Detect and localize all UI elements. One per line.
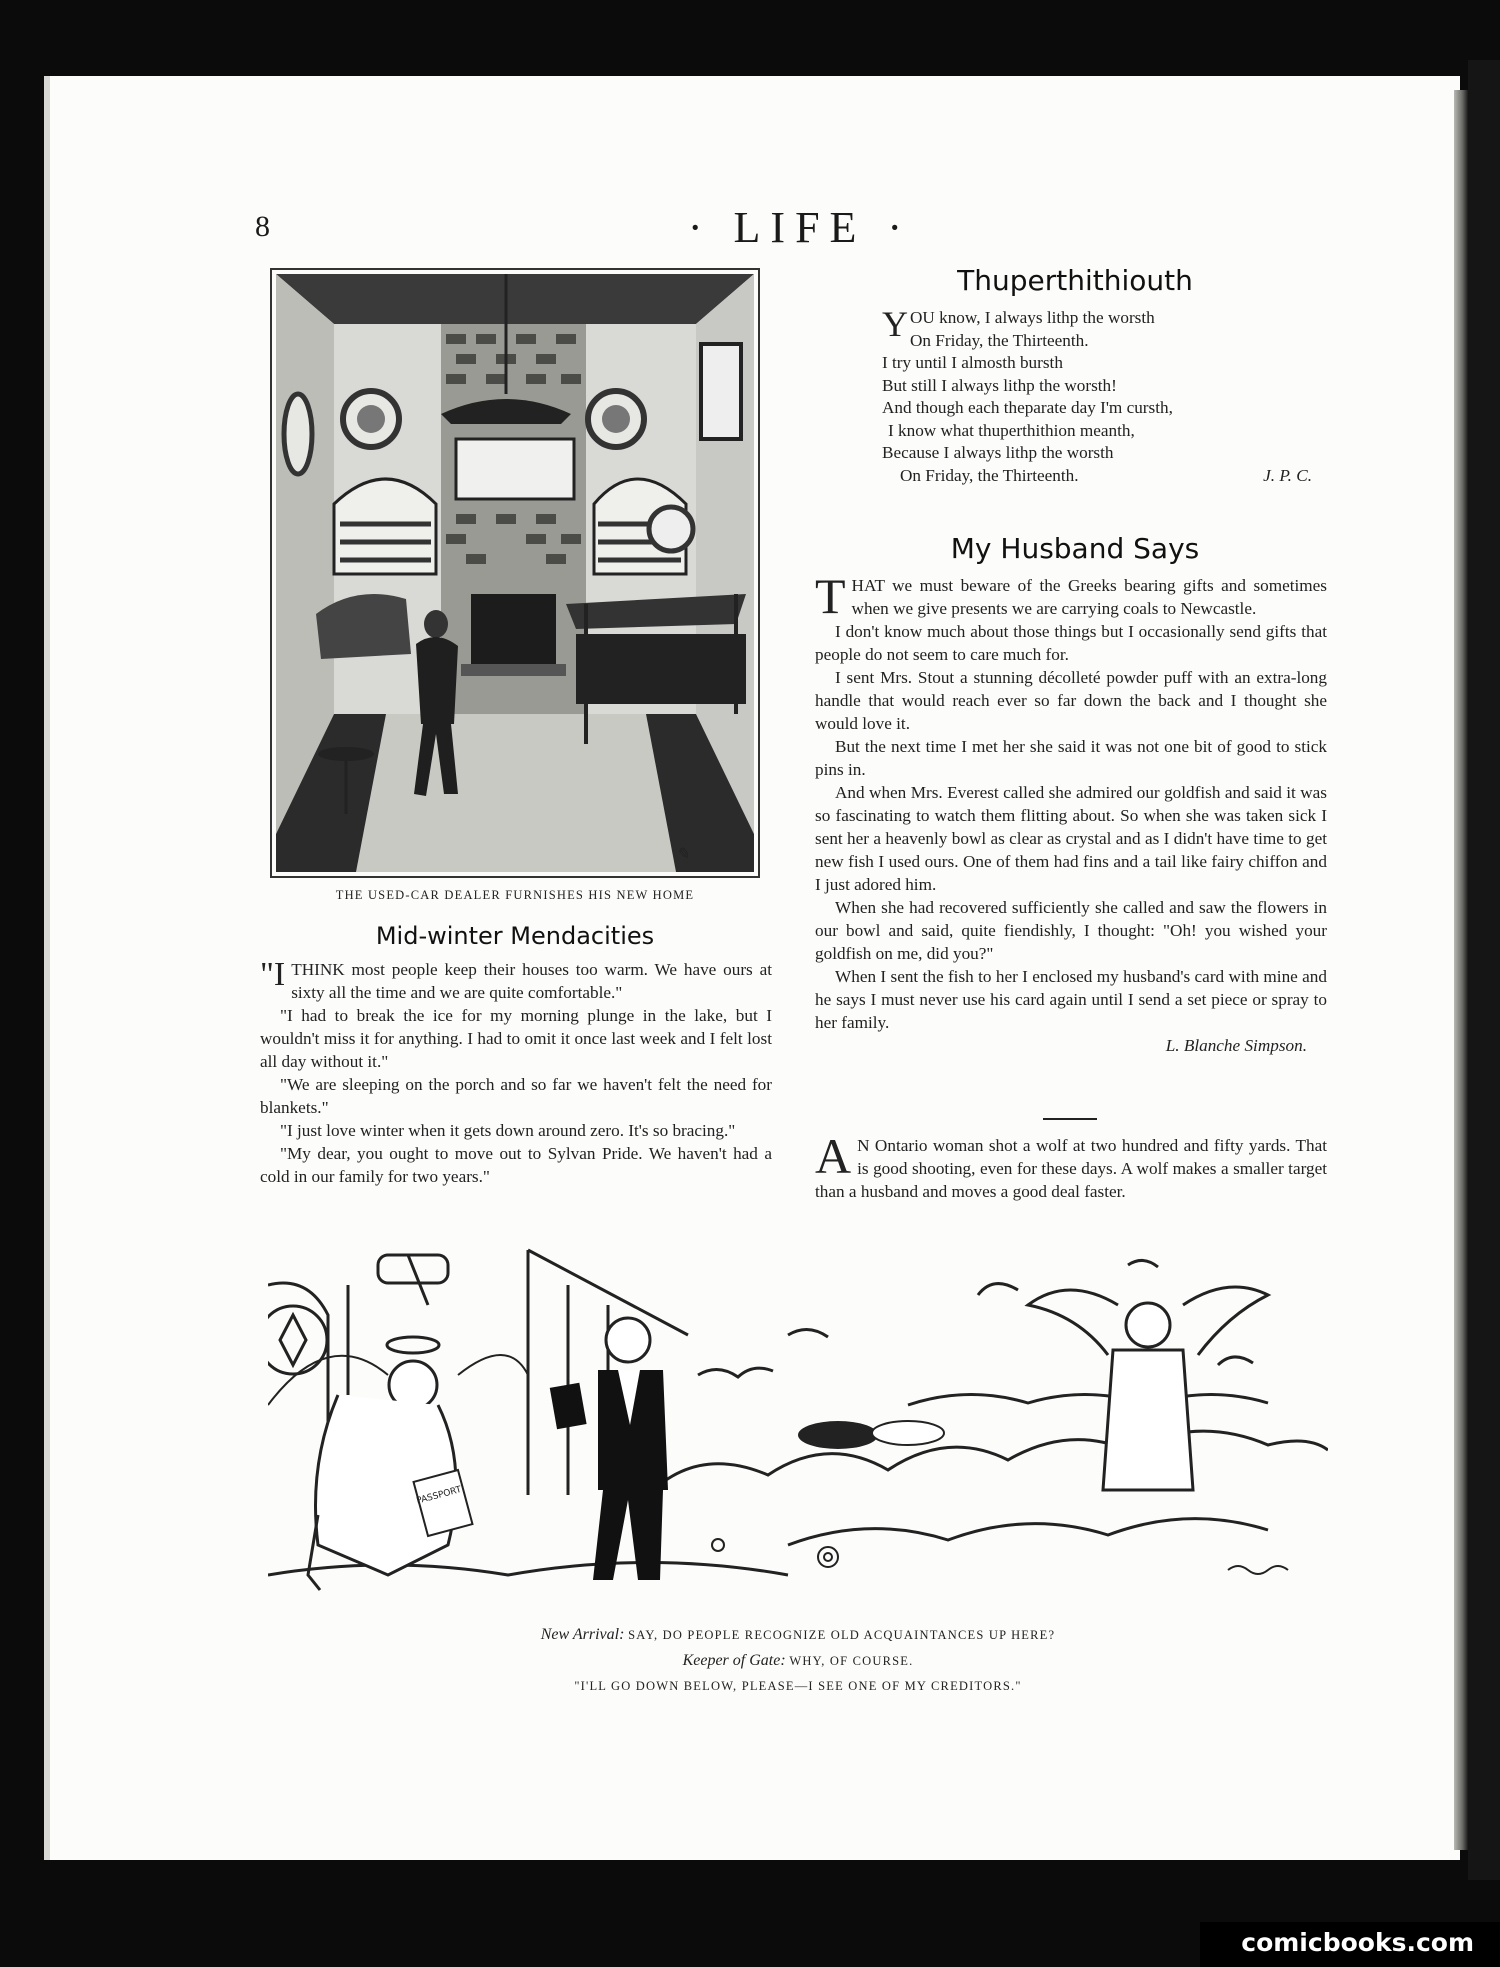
passport-label: PASSPORT [415,1484,463,1507]
poem-line: On Friday, the Thirteenth. [900,465,1079,485]
poem-body [882,304,1312,487]
wolf-body [815,1128,1327,1203]
poem-line: And though each theparate day I'm cursth, [882,398,1173,417]
scan-border [1468,60,1500,1880]
mendacities-paragraph: THINK most people keep their houses too warm. We have ours at sixty all the time and we are quite comfortable." [291,960,772,1002]
poem-line: On Friday, the Thirteenth. [910,330,1089,350]
caption-speaker-keeper: Keeper of Gate: [682,1652,786,1669]
caption-speaker-new-arrival: New Arrival: [540,1626,625,1643]
svg-text:✎: ✎ [676,846,690,863]
husband-paragraph: But the next time I met her she said it was not one bit of good to stick pins in. [815,737,1327,779]
poem-line: I try until I almosth bursth [882,353,1063,372]
husband-paragraph: I don't know much about those things but I occasionally send gifts that people do not seem to care much for. [815,622,1327,664]
poem-line: But still I always lithp the worsth! [882,375,1117,395]
mendacities-title: Mid-winter Mendacities [375,922,655,950]
wolf-paragraph: N Ontario woman shot a wolf at two hundred and fifty yards. That is good shooting, even for these days. A wolf makes a smaller target than a husband and moves a good deal faster. [815,1136,1327,1201]
masthead-title: · LIFE · [687,203,913,252]
page-number: 8 [255,210,270,243]
poem-line: Because I always lithp the worsth [882,443,1114,462]
cartoon-caption [268,1622,1328,1699]
husband-signature: L. Blanche Simpson. [1165,1036,1307,1055]
husband-body [815,568,1327,1057]
mendacities-drop-cap: "I [260,956,286,993]
husband-paragraph: When I sent the fish to her I enclosed my husband's card with mine and he says I must never use his card again until I send a set piece or spray to her family. [815,967,1327,1032]
caption-line: SAY, DO PEOPLE RECOGNIZE OLD ACQUAINTANCES UP HERE? [628,1628,1056,1642]
husband-drop-cap: T [815,568,846,624]
poem-title: Thuperthithiouth [957,264,1193,297]
poem-line: I know what thuperthithion meanth, [888,420,1135,440]
site-watermark [1200,1922,1500,1967]
mendacities-paragraph: "I had to break the ice for my morning plunge in the lake, but I wouldn't miss it for anything. I had to omit it once last week and I felt lost all day without it." [260,1006,772,1071]
mendacities-body [260,958,772,1188]
mendacities-paragraph: "We are sleeping on the porch and so far we haven't felt the need for blankets." [260,1075,772,1117]
husband-paragraph: I sent Mrs. Stout a stunning décolleté powder puff with an extra-long handle that would reach ever so far down the back and I thought she would love it. [815,668,1327,733]
poem-signature: J. P. C. [1263,465,1312,485]
section-divider [1043,1118,1097,1120]
poem-drop-cap: Y [882,304,908,344]
room-illustration-caption: THE USED-CAR DEALER FURNISHES HIS NEW HOME [335,888,695,902]
husband-paragraph: HAT we must beware of the Greeks bearing gifts and sometimes when we give presents we are carrying coals to Newcastle. [851,576,1327,618]
wolf-drop-cap: A [815,1128,852,1184]
husband-paragraph: When she had recovered sufficiently she called and saw the flowers in our bowl and said, quite fiendishly, I thought: "Oh! you wished your goldfish on me, did you?" [815,898,1327,963]
caption-punchline: "I'LL GO DOWN BELOW, PLEASE—I SEE ONE OF MY CREDITORS." [574,1679,1022,1693]
heaven-gate-cartoon [268,1245,1328,1615]
mendacities-paragraph: "I just love winter when it gets down around zero. It's so bracing." [280,1121,736,1140]
caption-line: WHY, OF COURSE. [789,1654,914,1668]
husband-paragraph: And when Mrs. Everest called she admired our goldfish and said it was so fascinating to watch them flitting about. So when she was taken sick I sent her a heavenly bowl as clear as crystal and as I didn't have time to get new fish I used ours. One of them had fins and a tail like fairy chiffon and I just adored him. [815,783,1327,894]
room-illustration [270,268,760,878]
husband-title: My Husband Says [950,532,1200,565]
mendacities-paragraph: "My dear, you ought to move out to Sylvan Pride. We haven't had a cold in our family for two years." [260,1144,772,1186]
watermark-text: comicbooks.com [1241,1928,1474,1957]
book-spine [1454,90,1468,1850]
poem-line: OU know, I always lithp the worsth [910,308,1155,327]
